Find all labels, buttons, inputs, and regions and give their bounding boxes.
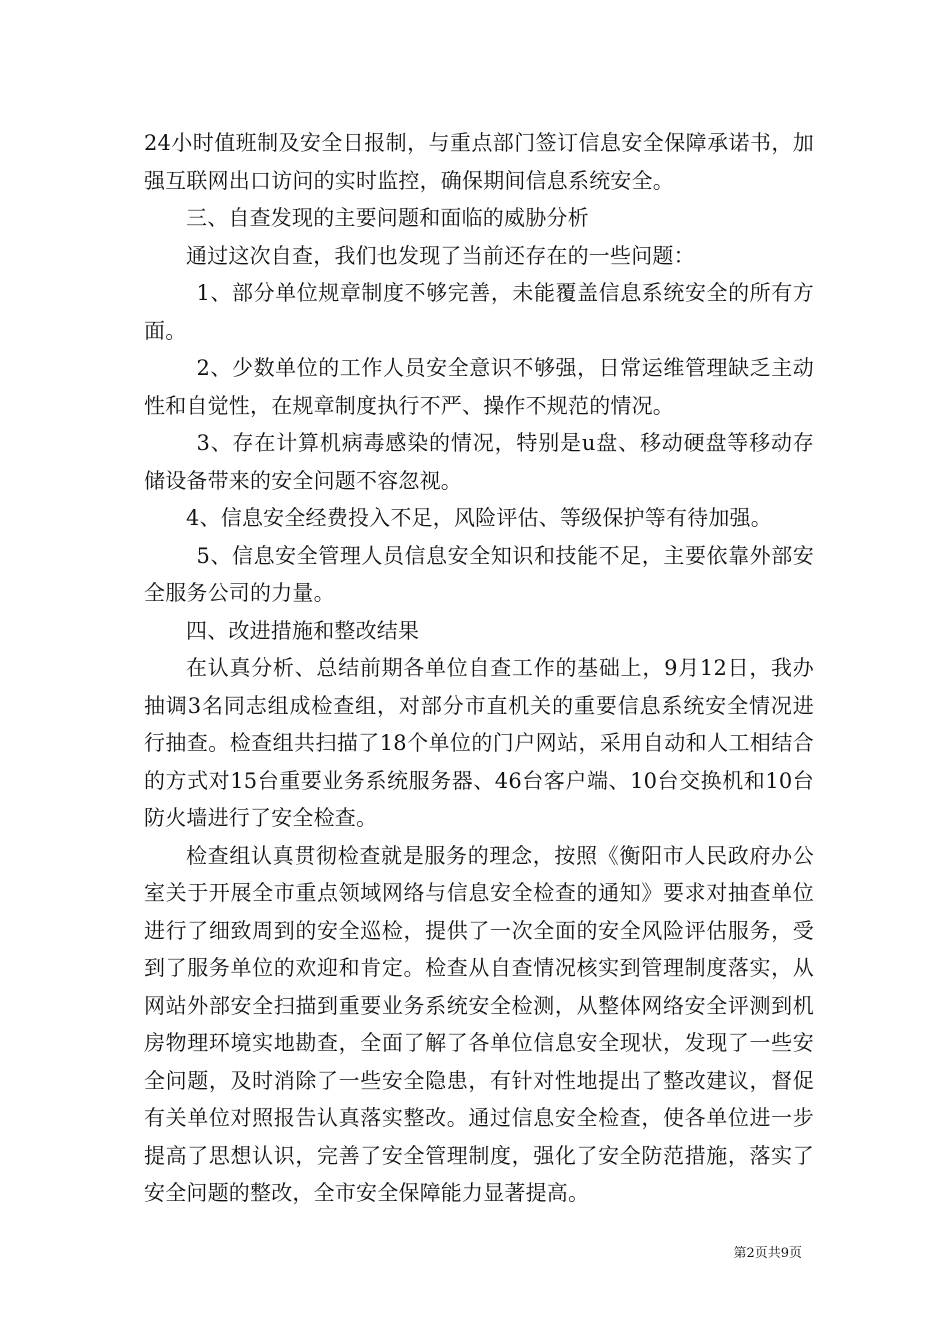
paragraph-inspection-results: 检查组认真贯彻检查就是服务的理念，按照《衡阳市人民政府办公室关于开展全市重点领域网络与信息安全检查的通知》要求对抽查单位进行了细致周到的安全巡检，提供了一次全面的安全风险评估服务，受到了服务单位的欢迎和肯定。检查从自查情况核实到管理制度落实，从网站外部安全扫描到重要业务系统安全检测，从整体网络安全评测到机房物理环境实地勘查，全面了解了各单位信息安全现状，发现了一些安全问题，及时消除了一些安全隐患，有针对性地提出了整改建议，督促有关单位对照报告认真落实整改。通过信息安全检查，使各单位进一步提高了思想认识，完善了安全管理制度，强化了安全防范措施，落实了安全问题的整改，全市安全保障能力显著提高。: [144, 843, 814, 1205]
section-heading-measures: 四、改进措施和整改结果: [186, 618, 420, 643]
section-heading-problems: 三、自查发现的主要问题和面临的威胁分析: [186, 206, 589, 230]
paragraph-inspection: 在认真分析、总结前期各单位自查工作的基础上，9月12日，我办抽调3名同志组成检查组，对部分市直机关的重要信息系统安全情况进行抽查。检查组共扫描了18个单位的门户网站，采用自动和人工相结合的方式对15台重要业务系统服务器、46台客户端、10台交换机和10台防火墙进行了安全检查。: [144, 656, 814, 830]
problem-item-5: 5、信息安全管理人员信息安全知识和技能不足，主要依靠外部安全服务公司的力量。: [144, 543, 814, 605]
page-number: 第2页共9页: [733, 1246, 802, 1261]
problem-item-3: 3、存在计算机病毒感染的情况，特别是u盘、移动硬盘等移动存储设备带来的安全问题不容忽视。: [144, 431, 814, 493]
problem-item-4: 4、信息安全经费投入不足，风险评估、等级保护等有待加强。: [186, 506, 772, 530]
paragraph-intro-problems: 通过这次自查，我们也发现了当前还存在的一些问题：: [186, 243, 695, 268]
problem-item-1: 1、部分单位规章制度不够完善，未能覆盖信息系统安全的所有方面。: [144, 281, 814, 343]
problem-item-2: 2、少数单位的工作人员安全意识不够强，日常运维管理缺乏主动性和自觉性，在规章制度执行不严、操作不规范的情况。: [144, 356, 814, 418]
document-body: [144, 125, 814, 1213]
paragraph-continuation: 24小时值班制及安全日报制，与重点部门签订信息安全保障承诺书，加强互联网出口访问的实时监控，确保期间信息系统安全。: [144, 131, 814, 193]
